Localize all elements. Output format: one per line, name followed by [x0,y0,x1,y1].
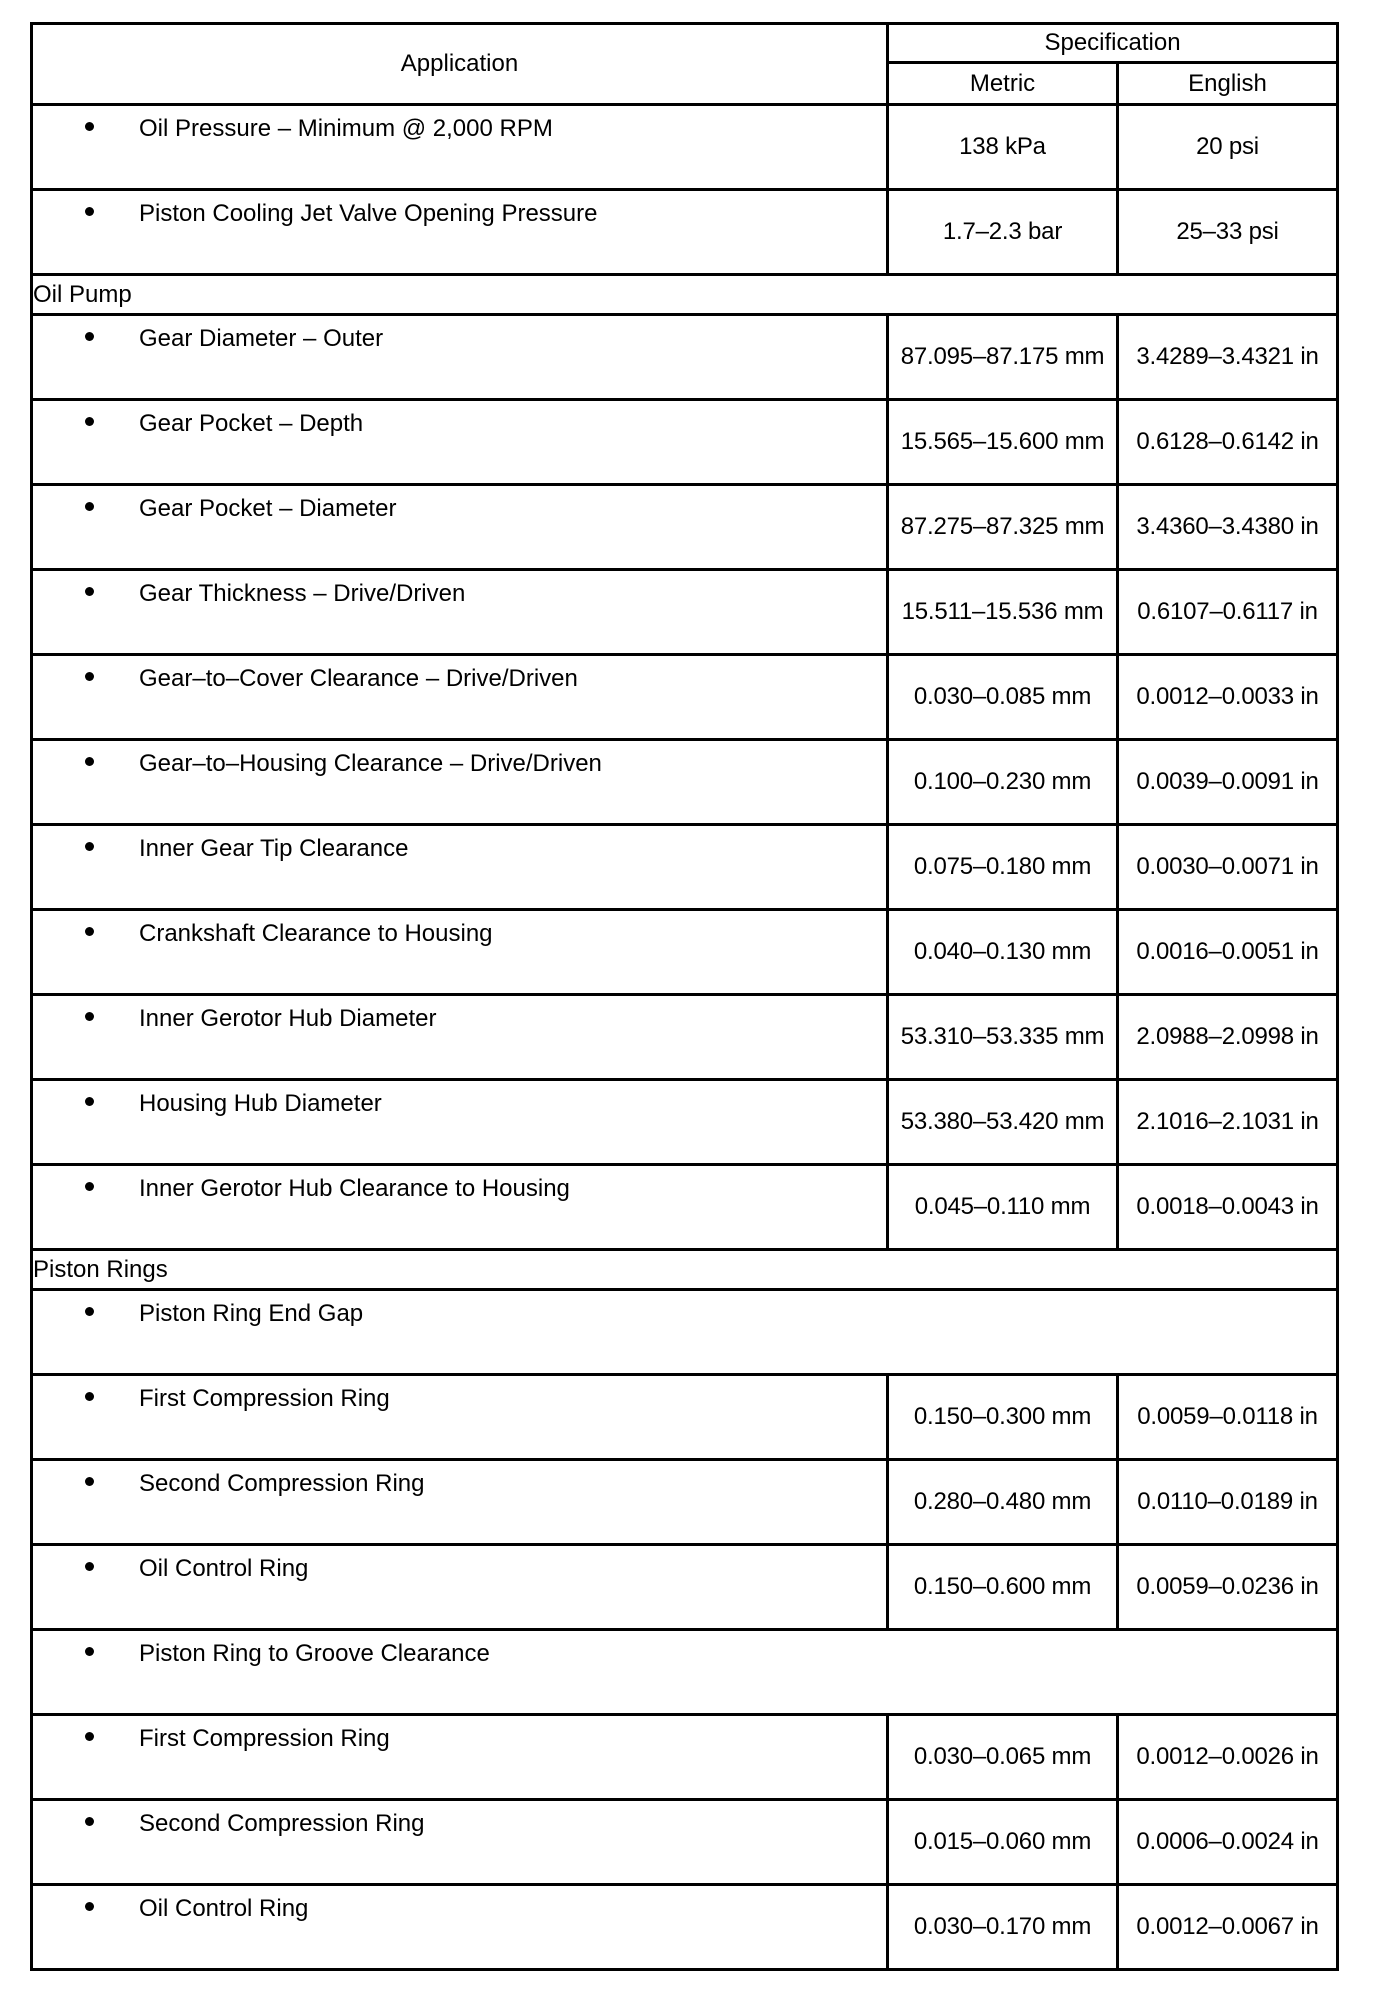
metric-value: 15.565–15.600 mm [888,400,1118,485]
english-value: 2.1016–2.1031 in [1118,1080,1338,1165]
metric-value: 0.030–0.065 mm [888,1715,1118,1800]
application-label: Inner Gerotor Hub Diameter [139,1005,437,1032]
table-row [32,1080,1338,1165]
application-cell [32,400,888,485]
english-value: 0.0012–0.0067 in [1118,1885,1338,1970]
group-cell [32,1290,1338,1375]
bullet-icon [85,587,94,596]
english-value: 0.0030–0.0071 in [1118,825,1338,910]
metric-value: 0.030–0.085 mm [888,655,1118,740]
bullet-icon [85,332,94,341]
table-row [32,995,1338,1080]
table-row [32,400,1338,485]
metric-value: 138 kPa [888,105,1118,190]
table-row [32,1885,1338,1970]
application-label: Gear–to–Cover Clearance – Drive/Driven [139,665,578,692]
application-cell [32,1080,888,1165]
english-value: 0.0016–0.0051 in [1118,910,1338,995]
application-label: Gear Pocket – Depth [139,410,364,437]
application-label: Housing Hub Diameter [139,1090,382,1117]
table-row [32,105,1338,190]
table-row [32,1165,1338,1250]
application-label: Gear Thickness – Drive/Driven [139,580,466,607]
application-cell [32,485,888,570]
metric-value: 15.511–15.536 mm [888,570,1118,655]
bullet-icon [85,672,94,681]
application-cell [32,910,888,995]
english-value: 0.0039–0.0091 in [1118,740,1338,825]
bullet-icon [85,1732,94,1741]
bullet-icon [85,927,94,936]
application-label: Oil Pressure – Minimum @ 2,000 RPM [139,115,553,142]
english-value: 0.0018–0.0043 in [1118,1165,1338,1250]
bullet-icon [85,417,94,426]
bullet-icon [85,1562,94,1571]
group-label: Piston Ring End Gap [139,1300,364,1327]
bullet-icon [85,122,94,131]
metric-header: Metric [888,63,1118,105]
section-row [32,1250,1338,1290]
english-value: 0.0006–0.0024 in [1118,1800,1338,1885]
group-cell [32,1630,1338,1715]
table-row [32,1545,1338,1630]
application-label: Inner Gerotor Hub Clearance to Housing [139,1175,570,1202]
application-cell [32,190,888,275]
application-cell [32,1460,888,1545]
application-cell [32,315,888,400]
english-header: English [1118,63,1338,105]
english-value: 0.0059–0.0118 in [1118,1375,1338,1460]
application-label: Inner Gear Tip Clearance [139,835,409,862]
metric-value: 1.7–2.3 bar [888,190,1118,275]
application-cell [32,1885,888,1970]
application-label: Crankshaft Clearance to Housing [139,920,493,947]
application-header: Application [32,24,888,105]
application-cell [32,1715,888,1800]
table-row [32,740,1338,825]
bullet-icon [85,757,94,766]
table-row [32,825,1338,910]
metric-value: 0.040–0.130 mm [888,910,1118,995]
application-cell [32,655,888,740]
english-value: 0.6107–0.6117 in [1118,570,1338,655]
application-label: First Compression Ring [139,1385,390,1412]
table-row [32,570,1338,655]
table-row [32,315,1338,400]
metric-value: 0.280–0.480 mm [888,1460,1118,1545]
metric-value: 0.150–0.300 mm [888,1375,1118,1460]
application-label: Second Compression Ring [139,1470,425,1497]
bullet-icon [85,842,94,851]
table-row [32,655,1338,740]
english-value: 0.6128–0.6142 in [1118,400,1338,485]
application-label: Gear Diameter – Outer [139,325,384,352]
english-value: 0.0110–0.0189 in [1118,1460,1338,1545]
english-value: 25–33 psi [1118,190,1338,275]
english-value: 0.0059–0.0236 in [1118,1545,1338,1630]
specification-table [30,22,1339,1971]
bullet-icon [85,1392,94,1401]
application-cell [32,1165,888,1250]
english-value: 2.0988–2.0998 in [1118,995,1338,1080]
metric-value: 0.045–0.110 mm [888,1165,1118,1250]
application-label: First Compression Ring [139,1725,390,1752]
metric-value: 53.310–53.335 mm [888,995,1118,1080]
metric-value: 0.015–0.060 mm [888,1800,1118,1885]
group-row [32,1290,1338,1375]
metric-value: 0.030–0.170 mm [888,1885,1118,1970]
application-label: Oil Control Ring [139,1895,309,1922]
application-label: Gear–to–Housing Clearance – Drive/Driven [139,750,602,777]
metric-value: 0.150–0.600 mm [888,1545,1118,1630]
application-label: Gear Pocket – Diameter [139,495,397,522]
table-row [32,1460,1338,1545]
application-cell [32,105,888,190]
bullet-icon [85,1097,94,1106]
application-label: Piston Cooling Jet Valve Opening Pressure [139,200,598,227]
english-value: 0.0012–0.0033 in [1118,655,1338,740]
section-title: Piston Rings [32,1250,1338,1290]
application-cell [32,740,888,825]
specification-header: Specification [888,24,1338,63]
bullet-icon [85,207,94,216]
application-cell [32,1375,888,1460]
application-label: Second Compression Ring [139,1810,425,1837]
section-row [32,275,1338,315]
english-value: 20 psi [1118,105,1338,190]
bullet-icon [85,1307,94,1316]
application-cell [32,570,888,655]
english-value: 3.4289–3.4321 in [1118,315,1338,400]
application-cell [32,995,888,1080]
metric-value: 87.095–87.175 mm [888,315,1118,400]
application-cell [32,1800,888,1885]
table-row [32,910,1338,995]
english-value: 3.4360–3.4380 in [1118,485,1338,570]
bullet-icon [85,1817,94,1826]
table-row [32,1800,1338,1885]
bullet-icon [85,1182,94,1191]
bullet-icon [85,1012,94,1021]
metric-value: 0.075–0.180 mm [888,825,1118,910]
bullet-icon [85,1477,94,1486]
english-value: 0.0012–0.0026 in [1118,1715,1338,1800]
metric-value: 53.380–53.420 mm [888,1080,1118,1165]
application-label: Oil Control Ring [139,1555,309,1582]
bullet-icon [85,502,94,511]
table-row [32,1715,1338,1800]
header-row-top [32,24,1338,63]
group-row [32,1630,1338,1715]
metric-value: 0.100–0.230 mm [888,740,1118,825]
application-cell [32,1545,888,1630]
group-label: Piston Ring to Groove Clearance [139,1640,490,1667]
table-row [32,1375,1338,1460]
bullet-icon [85,1902,94,1911]
bullet-icon [85,1647,94,1656]
application-cell [32,825,888,910]
table-row [32,485,1338,570]
metric-value: 87.275–87.325 mm [888,485,1118,570]
section-title: Oil Pump [32,275,1338,315]
table-row [32,190,1338,275]
